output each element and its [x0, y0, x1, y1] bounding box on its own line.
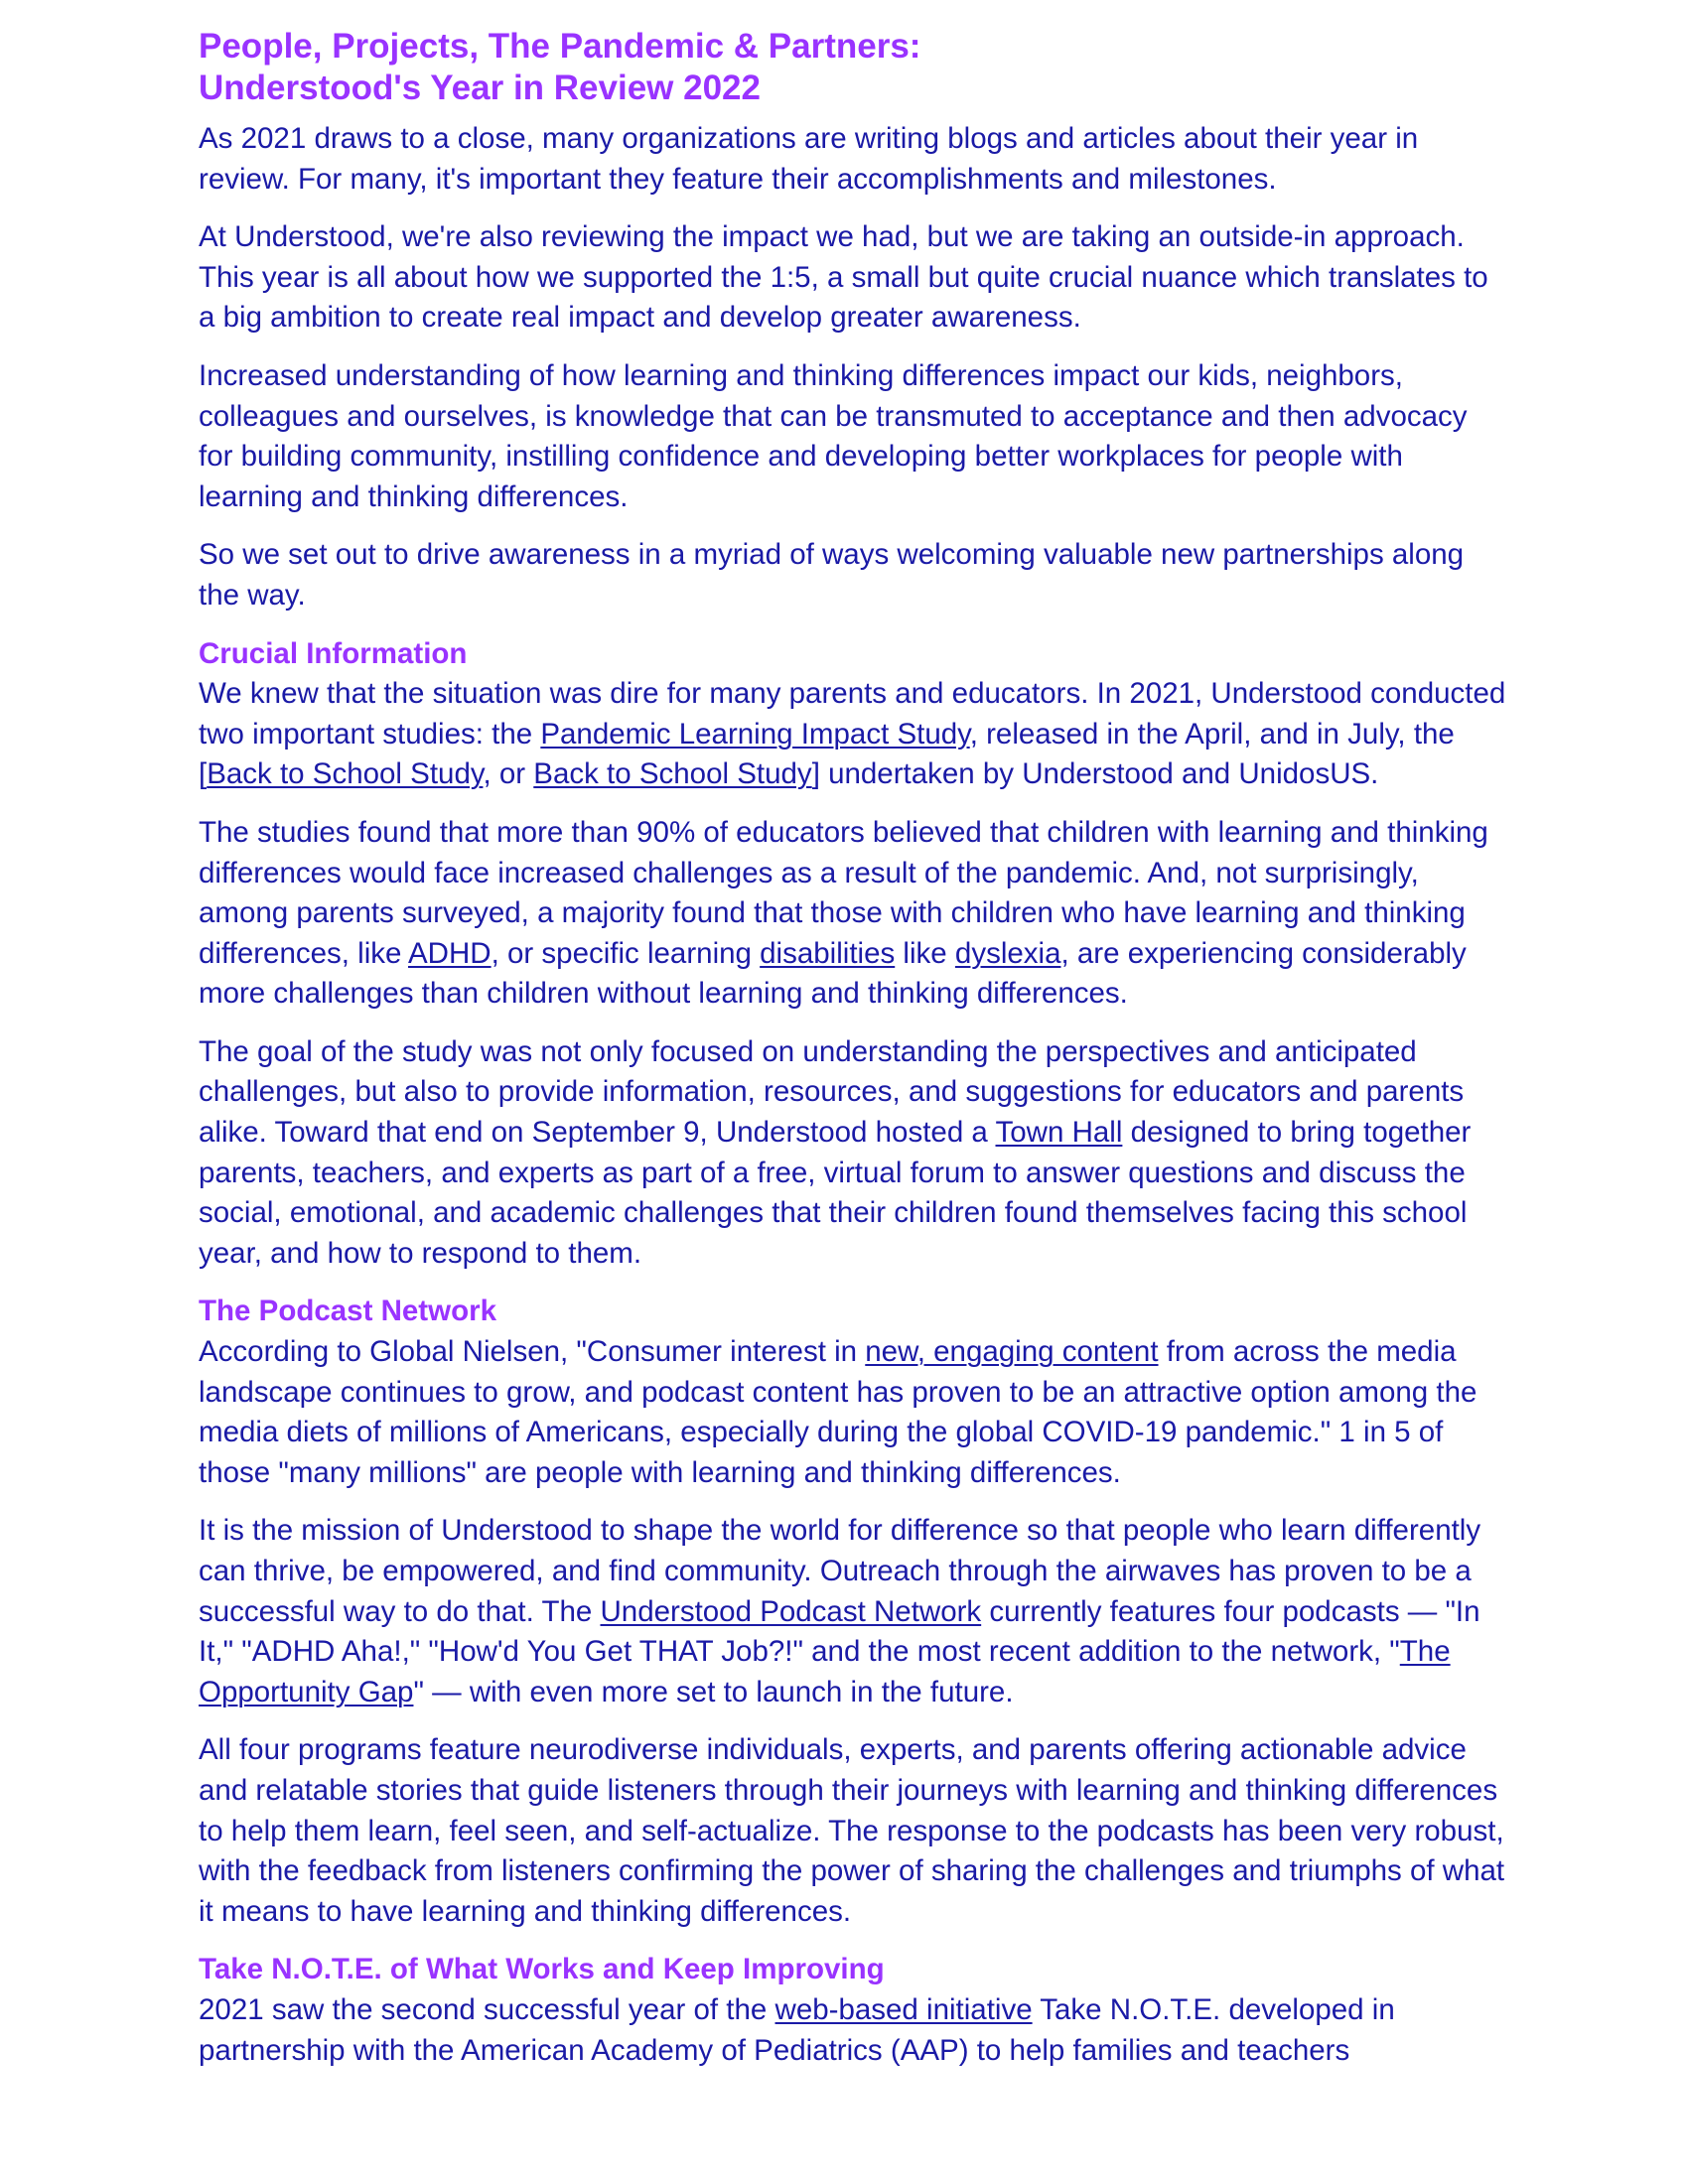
- intro-paragraph-4: So we set out to drive awareness in a myriad of ways welcoming valuable new partnerships along the way.: [199, 538, 1465, 612]
- text-run: from across the media landscape continues to grow, and podcast content has proven to be an attractive option among the media diets of millions of Americans, especially during the global COVID-19 pandemic." 1 in 5 of those "many millions" are people with learning and thinking differences.: [199, 1335, 1477, 1489]
- section-heading-take-note: Take N.O.T.E. of What Works and Keep Improving: [199, 1953, 885, 1986]
- crucial-paragraph-1: [199, 674, 1509, 795]
- text-run: ] undertaken by Understood and UnidosUS.: [811, 757, 1379, 791]
- text-run: , are experiencing considerably more challenges than children without learning and thinking differences.: [199, 936, 1467, 1011]
- text-run: like: [895, 936, 955, 970]
- text-run: The goal of the study was not only focused on understanding the perspectives and anticipated challenges, but also to provide information, resources, and suggestions for educators and parents alike. Toward that end on September 9, Understood hosted a: [199, 1034, 1465, 1150]
- crucial-paragraph-3: [199, 1032, 1509, 1275]
- text-run: designed to bring together parents, teachers, and experts as part of a free, virtual forum to answer questions and discuss the social, emotional, and academic challenges that their children found themselves facing this school year, and how to respond to them.: [199, 1116, 1472, 1270]
- section-heading-crucial: Crucial Information: [199, 636, 468, 670]
- town-hall-link[interactable]: Town Hall: [995, 1116, 1123, 1150]
- text-run: currently features four podcasts — "In It," "ADHD Aha!," "How'd You Get THAT Job?!" and the most recent addition to the network, ": [199, 1594, 1480, 1669]
- text-run: 2021 saw the second successful year of the: [199, 1992, 775, 2026]
- intro-paragraph-2: At Understood, we're also reviewing the impact we had, but we are taking an outside-in approach. This year is all about how we supported the 1:5, a small but quite crucial nuance which translates to a big ambition to create real impact and develop greater awareness.: [199, 220, 1488, 335]
- text-run: We knew that the situation was dire for many parents and educators. In 2021, Understood conducted two important studies: the: [199, 677, 1506, 751]
- title-line-1: People, Projects, The Pandemic & Partners:: [199, 27, 921, 66]
- podcast-paragraph-3: All four programs feature neurodiverse individuals, experts, and parents offering actionable advice and relatable stories that guide listeners through their journeys with learning and thinking differences to help them learn, feel seen, and self-actualize. The response to the podcasts has been very robust, with the feedback from listeners confirming the power of sharing the challenges and triumphs of what it means to have learning and thinking differences.: [199, 1733, 1505, 1928]
- understood-podcast-network-link[interactable]: Understood Podcast Network: [600, 1594, 982, 1628]
- title-line-2: Understood's Year in Review 2022: [199, 68, 761, 107]
- page-title: [199, 26, 1509, 109]
- pandemic-learning-impact-study-link[interactable]: Pandemic Learning Impact Study: [540, 717, 970, 751]
- crucial-information-section: [199, 634, 1509, 1275]
- section-heading-podcast: The Podcast Network: [199, 1295, 496, 1328]
- disabilities-link[interactable]: disabilities: [760, 936, 896, 970]
- intro-paragraph-3: Increased understanding of how learning and thinking differences impact our kids, neighbors, colleagues and ourselves, is knowledge that can be transmuted to acceptance and then advocacy for building community, instilling confidence and developing better workplaces for people with learning and thinking differences.: [199, 358, 1468, 513]
- text-run: , or: [483, 757, 534, 791]
- document-page: [199, 26, 1509, 2089]
- intro-paragraph-1: As 2021 draws to a close, many organizations are writing blogs and articles about their year in review. For many, it's important they feature their accomplishments and milestones.: [199, 122, 1419, 196]
- take-note-section: [199, 1950, 1509, 2071]
- text-run: According to Global Nielsen, "Consumer interest in: [199, 1335, 866, 1369]
- text-run: , or specific learning: [491, 936, 761, 970]
- adhd-link[interactable]: ADHD: [408, 936, 492, 970]
- web-based-initiative-link[interactable]: web-based initiative: [774, 1992, 1033, 2026]
- text-run: The studies found that more than 90% of educators believed that children with learning and thinking differences would face increased challenges as a result of the pandemic. And, not surprisingly, among parents surveyed, a majority found that those with children who have learning and thinking differences, like: [199, 815, 1488, 970]
- back-to-school-study-link-1[interactable]: Back to School Study: [207, 757, 484, 791]
- text-run: Take N.O.T.E. developed in partnership with the American Academy of Pediatrics (AAP) to help families and teachers: [199, 1992, 1395, 2067]
- podcast-paragraph-2: [199, 1511, 1509, 1712]
- text-run: , released in the April, and in July, the [: [199, 717, 1455, 791]
- opportunity-gap-link[interactable]: The Opportunity Gap: [199, 1635, 1451, 1708]
- podcast-paragraph-1: [199, 1332, 1509, 1493]
- text-run: It is the mission of Understood to shape the world for difference so that people who learn differently can thrive, be empowered, and find community. Outreach through the airwaves has proven to be a successful way to do that. The: [199, 1514, 1481, 1628]
- dyslexia-link[interactable]: dyslexia: [954, 936, 1061, 970]
- new-engaging-content-link[interactable]: new, engaging content: [865, 1335, 1159, 1369]
- back-to-school-study-link-2[interactable]: Back to School Study: [533, 757, 812, 791]
- text-run: " — with even more set to launch in the future.: [413, 1675, 1014, 1708]
- take-note-paragraph-1: [199, 1990, 1509, 2071]
- podcast-network-section: [199, 1292, 1509, 1932]
- crucial-paragraph-2: [199, 813, 1509, 1015]
